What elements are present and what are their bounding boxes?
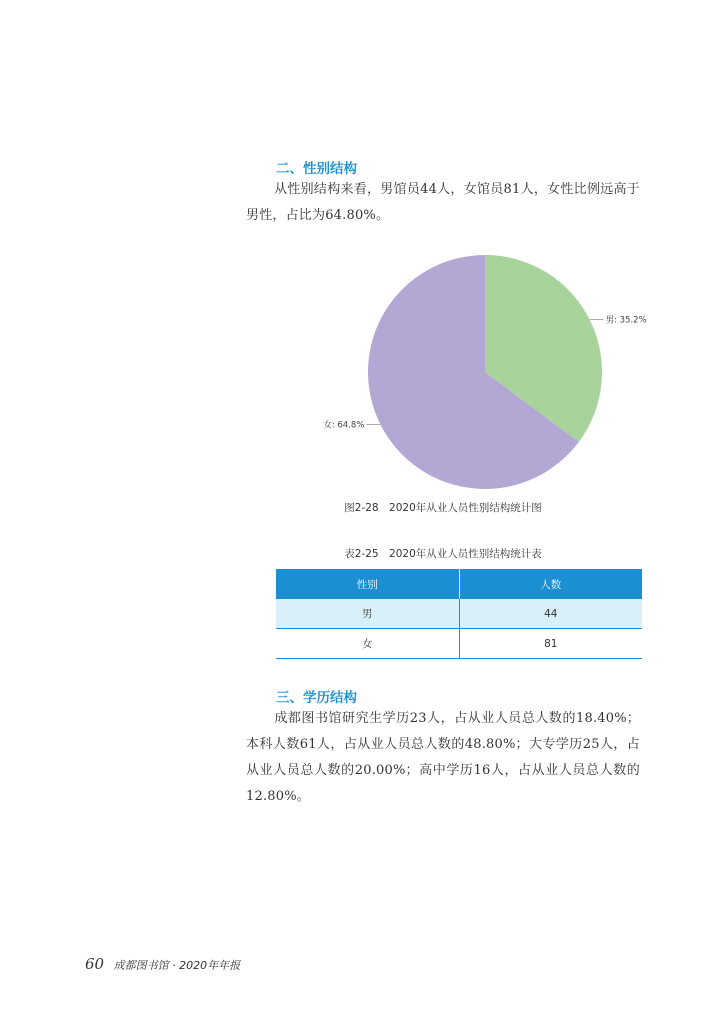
education-paragraph-text: 成都图书馆研究生学历23人，占从业人员总人数的18.40%；本科人数61人，占从业人员总人数的48.80%；大专学历25人，占从业人员总人数的20.00%；高中学历16人，占从业人员总人数的12.80%。	[246, 711, 640, 804]
section-heading-education: 三、学历结构	[276, 690, 357, 706]
gender-pie-chart	[300, 245, 680, 495]
table-header-gender: 性别	[276, 569, 459, 599]
table-cell-gender: 女	[276, 629, 459, 659]
page-footer	[85, 955, 240, 973]
table-cell-count: 81	[459, 629, 642, 659]
figure-caption: 图2-28 2020年从业人员性别结构统计图	[344, 502, 542, 514]
gender-paragraph	[246, 177, 640, 229]
table-header-count: 人数	[459, 569, 642, 599]
footer-title: 成都图书馆 · 2020年年报	[113, 959, 241, 972]
education-paragraph	[246, 706, 640, 810]
table-cell-gender: 男	[276, 599, 459, 629]
table-cell-count: 44	[459, 599, 642, 629]
gender-paragraph-text: 从性别结构来看，男馆员44人，女馆员81人，女性比例远高于男性，占比为64.80%。	[246, 182, 640, 223]
table-row	[276, 629, 642, 659]
table-row	[276, 599, 642, 629]
section-heading-gender: 二、性别结构	[276, 161, 357, 177]
pie-slice-label: 男: 35.2%	[605, 315, 647, 326]
pie-slice-label: 女: 64.8%	[323, 420, 365, 431]
table-caption: 表2-25 2020年从业人员性别结构统计表	[344, 548, 542, 560]
gender-table	[276, 569, 642, 659]
page-number: 60	[85, 955, 105, 973]
